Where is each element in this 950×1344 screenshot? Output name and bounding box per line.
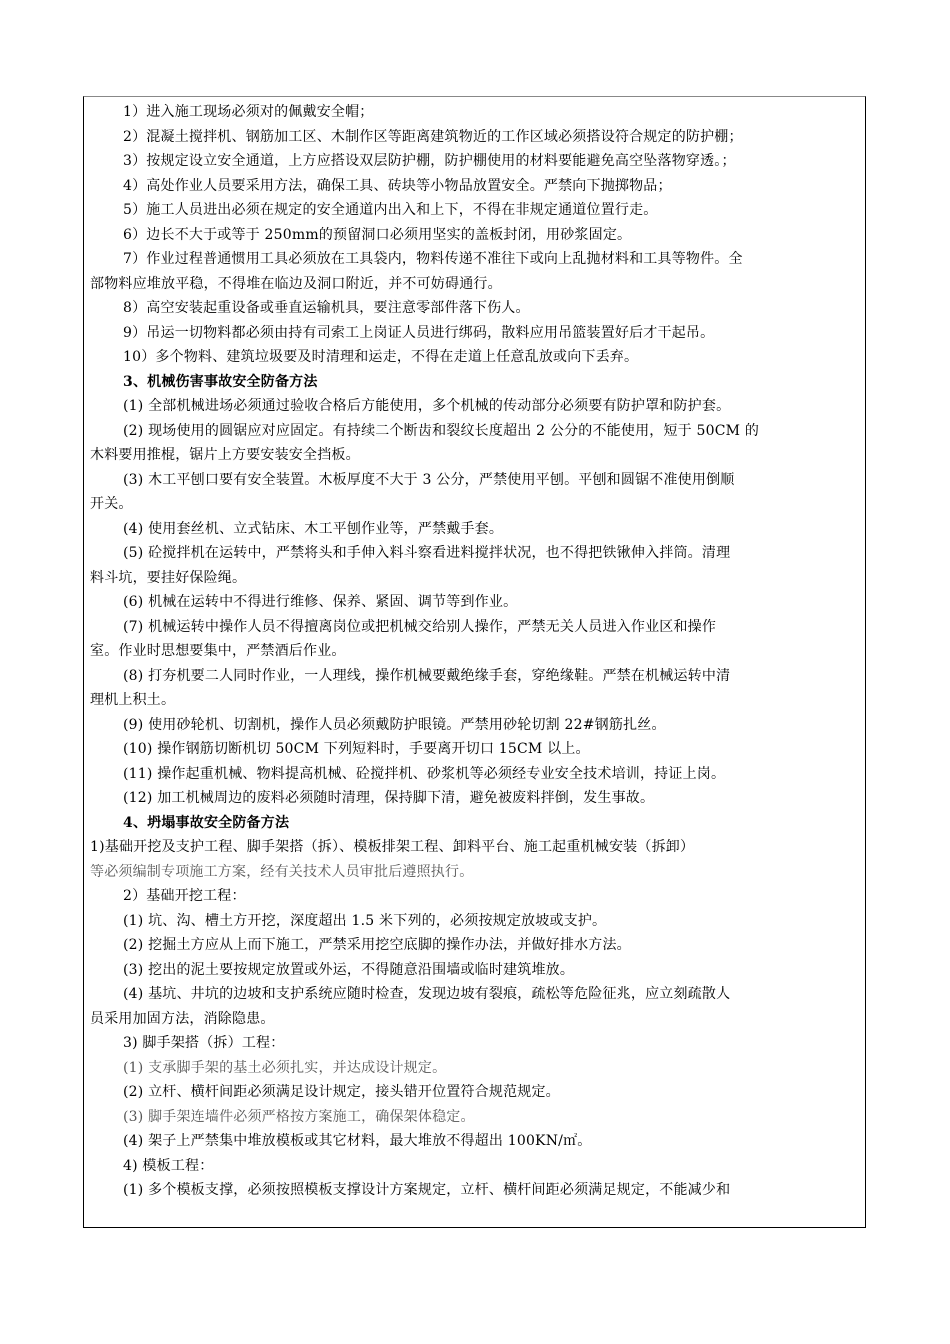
text-line: (2) 立杆、横杆间距必须满足设计规定，接头错开位置符合规范规定。	[123, 1084, 560, 1100]
text-line: 6）边长不大于或等于 250mm的预留洞口必须用坚实的盖板封闭，用砂浆固定。	[123, 226, 632, 243]
text-line: (11) 操作起重机械、物料提高机械、砼搅拌机、砂浆机等必须经专业安全技术培训，持证上岗。	[123, 765, 726, 782]
text-line: 2）基础开挖工程：	[123, 888, 246, 904]
document-body	[90, 100, 862, 1203]
text-line: (3) 挖出的泥土要按规定放置或外运，不得随意沿围墙或临时建筑堆放。	[123, 961, 575, 978]
text-line: 5）施工人员进出必须在规定的安全通道内出入和上下，不得在非规定通道位置行走。	[123, 202, 658, 218]
text-line: 室。作业时思想要集中，严禁酒后作业。	[90, 643, 346, 659]
text-line: 2）混凝土搅拌机、钢筋加工区、木制作区等距离建筑物近的工作区域必须搭设符合规定的防护棚；	[123, 128, 743, 145]
text-line: 木料要用推棍，锯片上方要安装安全挡板。	[90, 447, 360, 463]
text-line: 理机上积土。	[90, 692, 176, 708]
text-line: 4) 模板工程：	[123, 1157, 214, 1174]
text-line: 部物料应堆放平稳，不得堆在临边及洞口附近，并不可妨碍通行。	[90, 275, 502, 292]
text-line: (9) 使用砂轮机、切割机，操作人员必须戴防护眼镜。严禁用砂轮切割 22#钢筋扎丝。	[123, 716, 666, 733]
text-line: 7）作业过程普通惯用工具必须放在工具袋内，物料传递不准往下或向上乱抛材料和工具等物件。全	[123, 251, 743, 267]
text-line: 1)基础开挖及支护工程、脚手架搭（拆）、模板排架工程、卸料平台、施工起重机械安装（拆卸）	[90, 839, 695, 855]
text-line: (7) 机械运转中操作人员不得擅离岗位或把机械交给别人操作，严禁无关人员进入作业区和操作	[123, 618, 717, 635]
text-line: (1) 支承脚手架的基土必须扎实，并达成设计规定。	[123, 1059, 447, 1076]
text-line: (6) 机械在运转中不得进行维修、保养、紧固、调节等到作业。	[123, 594, 518, 610]
text-line: 9）吊运一切物料都必须由持有司索工上岗证人员进行绑码，散料应用吊篮装置好后才干起吊。	[123, 324, 715, 341]
text-line: (3) 脚手架连墙件必须严格按方案施工，确保架体稳定。	[123, 1108, 475, 1125]
text-line: (1) 坑、沟、槽土方开挖，深度超出 1.5 米下列的，必须按规定放坡或支护。	[123, 912, 607, 929]
text-line: (2) 现场使用的圆锯应对应固定。有持续二个断齿和裂纹长度超出 2 公分的不能使用，短于 50CM 的	[123, 422, 760, 439]
text-line: 等必须编制专项施工方案，经有关技术人员审批后遵照执行。	[90, 863, 474, 880]
text-line: 10）多个物料、建筑垃圾要及时清理和运走，不得在走道上任意乱放或向下丢弃。	[123, 349, 639, 365]
text-line: (12) 加工机械周边的废料必须随时清理，保持脚下清，避免被废料拌倒，发生事故。	[123, 790, 655, 806]
section-heading: 4、坍塌事故安全防备方法	[123, 814, 290, 831]
text-line: (2) 挖掘土方应从上而下施工，严禁采用挖空底脚的操作办法，并做好排水方法。	[123, 937, 631, 953]
text-line: 开关。	[90, 496, 133, 512]
text-line: (3) 木工平刨口要有安全装置。木板厚度不大于 3 公分，严禁使用平刨。平刨和圆锯不准使用倒顺	[123, 471, 735, 488]
text-line: (1) 多个模板支撑，必须按照模板支撑设计方案规定，立杆、横杆间距必须满足规定，不能减少和	[123, 1182, 731, 1198]
text-line: (4) 架子上严禁集中堆放模板或其它材料，最大堆放不得超出 100KN/㎡。	[123, 1133, 592, 1149]
text-line: 员采用加固方法，消除隐患。	[90, 1010, 275, 1027]
text-line: 3）按规定设立安全通道，上方应搭设双层防护棚，防护棚使用的材料要能避免高空坠落物穿透。；	[123, 153, 736, 169]
text-line: (1) 全部机械进场必须通过验收合格后方能使用，多个机械的传动部分必须要有防护罩和防护套。	[123, 398, 731, 414]
text-line: (8) 打夯机要二人同时作业，一人理线，操作机械要戴绝缘手套，穿绝缘鞋。严禁在机械运转中清	[123, 667, 731, 684]
text-line: 1）进入施工现场必须对的佩戴安全帽；	[123, 104, 374, 120]
text-line: (4) 使用套丝机、立式钻床、木工平刨作业等，严禁戴手套。	[123, 520, 504, 537]
text-line: (10) 操作钢筋切断机切 50CM 下列短料时，手要离开切口 15CM 以上。	[123, 741, 590, 757]
text-line: 4）高处作业人员要采用方法，确保工具、砖块等小物品放置安全。严禁向下抛掷物品；	[123, 177, 672, 194]
text-line: 料斗坑，要挂好保险绳。	[90, 569, 247, 586]
text-line: 3) 脚手架搭（拆）工程：	[123, 1035, 285, 1051]
text-line: (5) 砼搅拌机在运转中，严禁将头和手伸入料斗察看进料搅拌状况，也不得把铁锹伸入拌筒。清理	[123, 545, 731, 561]
text-line: (4) 基坑、井坑的边坡和支护系统应随时检查，发现边坡有裂痕，疏松等危险征兆，应立刻疏散人	[123, 986, 731, 1002]
text-line: 8）高空安装起重设备或垂直运输机具，要注意零部件落下伤人。	[123, 300, 530, 316]
section-heading: 3、机械伤害事故安全防备方法	[123, 373, 318, 390]
